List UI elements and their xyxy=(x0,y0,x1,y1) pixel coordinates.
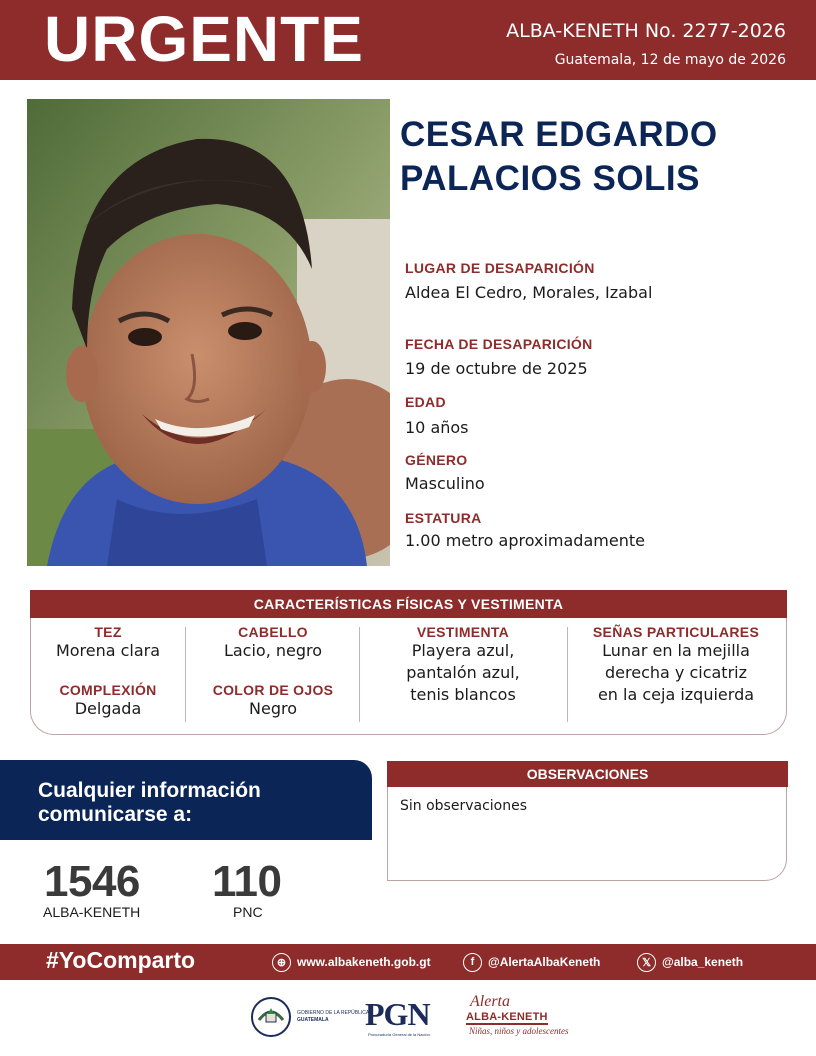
disappearance-date-value: 19 de octubre de 2025 xyxy=(405,359,588,378)
urgent-title: URGENTE xyxy=(44,3,364,75)
gov-line-1: GOBIERNO DE LA REPÚBLICA xyxy=(297,1010,370,1016)
clothing-label: VESTIMENTA xyxy=(416,624,510,640)
missing-child-photo xyxy=(27,99,390,566)
gov-text xyxy=(297,1010,369,1024)
x-icon: 𝕏 xyxy=(637,953,656,972)
marks-line: derecha y cicatriz xyxy=(605,663,747,682)
globe-icon: ⊕ xyxy=(272,953,291,972)
guatemala-seal-icon xyxy=(250,996,292,1038)
guatemala-government-logo xyxy=(250,996,369,1038)
x-link[interactable] xyxy=(637,952,743,972)
tez-column xyxy=(38,624,178,720)
gov-line-2: GUATEMALA xyxy=(297,1017,329,1023)
logos-row xyxy=(0,990,816,1050)
name-line-2: PALACIOS SOLIS xyxy=(400,159,700,198)
facebook-icon: f xyxy=(463,953,482,972)
alerta-logo-text: Alerta xyxy=(470,993,510,1010)
tez-label: TEZ xyxy=(94,624,122,640)
disappearance-date-label: FECHA DE DESAPARICIÓN xyxy=(405,336,593,352)
height-label: ESTATURA xyxy=(405,510,482,526)
column-divider xyxy=(567,627,568,722)
column-divider xyxy=(359,627,360,722)
contact-line-1: Cualquier información xyxy=(38,779,261,802)
contact-banner xyxy=(0,760,372,840)
gender-value: Masculino xyxy=(405,474,485,493)
eye-color-label: COLOR DE OJOS xyxy=(212,682,334,698)
marks-label: SEÑAS PARTICULARES xyxy=(592,624,760,640)
clothing-column xyxy=(366,624,560,706)
clothing-line: Playera azul, xyxy=(411,641,515,660)
alba-keneth-phone[interactable]: 1546 xyxy=(44,857,140,906)
height-value: 1.00 metro aproximadamente xyxy=(405,531,645,550)
person-name xyxy=(400,113,800,201)
alba-keneth-logo-subtitle: Niñas, niños y adolescentes xyxy=(469,1026,569,1036)
observations-text: Sin observaciones xyxy=(400,798,528,814)
pnc-phone-label: PNC xyxy=(233,904,263,920)
clothing-line: tenis blancos xyxy=(410,685,516,704)
cabello-column xyxy=(192,624,354,720)
facebook-text: @AlertaAlbaKeneth xyxy=(488,955,601,969)
website-text: www.albakeneth.gob.gt xyxy=(297,955,431,969)
eye-color-value: Negro xyxy=(249,699,297,718)
name-line-1: CESAR EDGARDO xyxy=(400,115,718,154)
gender-label: GÉNERO xyxy=(405,452,468,468)
alert-date: Guatemala, 12 de mayo de 2026 xyxy=(554,52,786,68)
website-link[interactable] xyxy=(272,952,431,972)
complexion-value: Delgada xyxy=(74,699,142,718)
alert-number: ALBA-KENETH No. 2277-2026 xyxy=(506,20,786,42)
observations-title: OBSERVACIONES xyxy=(387,761,788,787)
x-text: @alba_keneth xyxy=(662,955,744,969)
facebook-link[interactable] xyxy=(463,952,600,972)
tez-value: Morena clara xyxy=(55,641,161,660)
disappearance-place-label: LUGAR DE DESAPARICIÓN xyxy=(405,260,595,276)
age-label: EDAD xyxy=(405,394,446,410)
contact-line-2: comunicarse a: xyxy=(38,803,193,826)
pgn-subtitle: Procuraduría General de la Nación xyxy=(368,1032,430,1037)
age-value: 10 años xyxy=(405,418,469,437)
cabello-value: Lacio, negro xyxy=(223,641,323,660)
marks-column xyxy=(572,624,780,706)
complexion-label: COMPLEXIÓN xyxy=(59,682,157,698)
clothing-line: pantalón azul, xyxy=(406,663,520,682)
share-hashtag: #YoComparto xyxy=(46,947,196,973)
alba-keneth-logo-text: ALBA-KENETH xyxy=(466,1011,548,1023)
pnc-phone[interactable]: 110 xyxy=(212,857,282,906)
disappearance-place-value: Aldea El Cedro, Morales, Izabal xyxy=(405,283,653,302)
characteristics-title: CARACTERÍSTICAS FÍSICAS Y VESTIMENTA xyxy=(30,590,787,618)
marks-line: Lunar en la mejilla xyxy=(602,641,750,660)
alba-keneth-phone-label: ALBA-KENETH xyxy=(43,904,141,920)
marks-line: en la ceja izquierda xyxy=(597,685,755,704)
column-divider xyxy=(185,627,186,722)
cabello-label: CABELLO xyxy=(238,624,308,640)
pgn-logo: PGN xyxy=(365,996,430,1032)
